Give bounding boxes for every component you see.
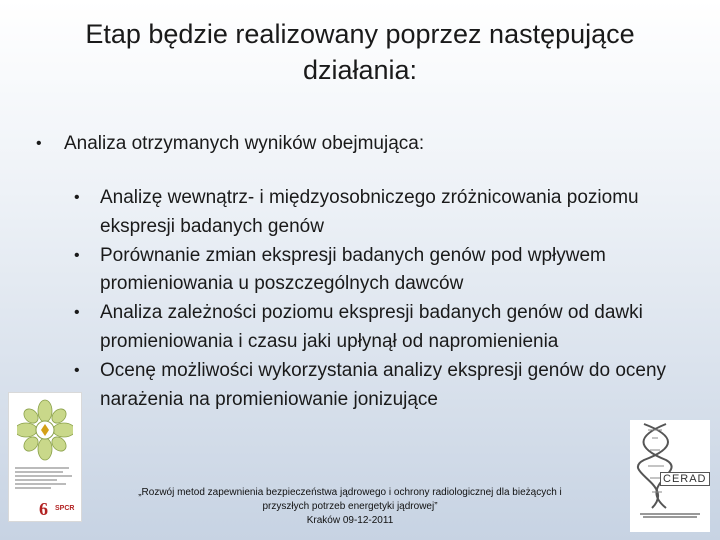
sub-bullet-text: Analiza zależności poziomu ekspresji badanych genów od dawki promieniowania i czasu jaki upłynął od napromienienia <box>100 302 643 352</box>
main-bullet-text: Analiza otrzymanych wyników obejmująca: <box>64 133 425 154</box>
bullet-icon: • <box>74 304 80 322</box>
sub-bullet-item <box>74 184 690 242</box>
bullet-icon: • <box>74 361 80 379</box>
bullet-icon: • <box>74 189 80 206</box>
dna-helix-icon <box>636 422 696 512</box>
slide-title: Etap będzie realizowany poprzez następujące działania: <box>85 19 635 85</box>
footer-line-2: przyszłych potrzeb energetyki jądrowej” <box>262 501 438 512</box>
conference-logo <box>8 392 82 522</box>
sub-bullet-text: Ocenę możliwości wykorzystania analizy ekspresji genów do oceny narażenia na promieniowanie jonizujące <box>100 359 667 410</box>
logo-tiny-text-decoration <box>15 465 75 491</box>
bullet-icon: • <box>36 135 42 152</box>
cerad-logo <box>630 420 710 532</box>
footer-line-3: Kraków 09-12-2011 <box>306 515 394 526</box>
bullet-icon: • <box>74 246 80 264</box>
sub-bullet-text: Porównanie zmian ekspresji badanych genów pod wpływem promieniowania u poszczególnych dawców <box>100 244 606 295</box>
slide-footer <box>110 486 590 528</box>
flower-logo-icon <box>17 399 73 461</box>
logo-number: 6 <box>39 499 48 519</box>
sub-bullet-list <box>74 184 690 414</box>
sub-bullet-item <box>74 242 690 300</box>
logo-caption-decoration <box>632 512 708 519</box>
sub-bullet-text: Analizę wewnątrz- i międzyosobniczego zróżnicowania poziomu ekspresji badanych genów <box>100 187 639 237</box>
footer-line-1: „Rozwój metod zapewnienia bezpieczeństwa jądrowego i ochrony radiologicznej dla bieżących i <box>138 487 562 498</box>
cerad-logo-text: CERAD <box>660 472 710 486</box>
logo-suffix: SPCR <box>55 505 75 512</box>
sub-bullet-item <box>74 299 690 357</box>
sub-bullet-item <box>74 357 690 415</box>
